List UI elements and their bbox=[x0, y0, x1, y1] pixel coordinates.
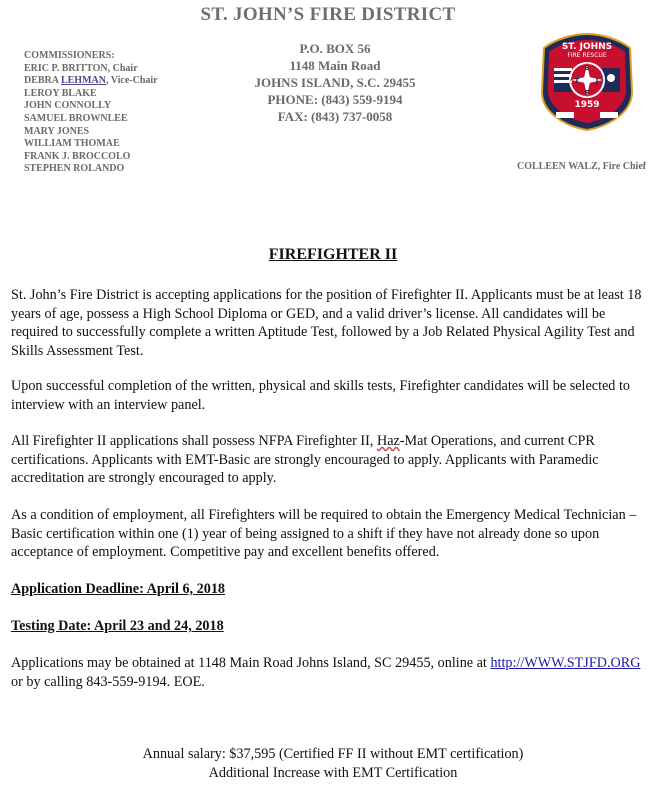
commissioners-heading: COMMISSIONERS: bbox=[24, 50, 115, 61]
commissioner: JOHN CONNOLLY bbox=[24, 100, 112, 112]
application-text-a: Applications may be obtained at 1148 Main Road Johns Island, SC 29455, online at bbox=[11, 655, 491, 671]
phone-number: PHONE: (843) 559-9194 bbox=[267, 92, 403, 107]
logo-letter-left: T bbox=[574, 77, 580, 85]
commissioner-chair: ERIC P. BRITTON, Chair bbox=[24, 62, 138, 74]
commissioner: WILLIAM THOMAE bbox=[24, 138, 120, 150]
city-state-zip: JOHNS ISLAND, S.C. 29455 bbox=[254, 75, 416, 90]
annual-salary: Annual salary: $37,595 (Certified FF II without EMT certification) bbox=[142, 746, 524, 762]
certification-text-a: All Firefighter II applications shall possess NFPA Firefighter II, bbox=[11, 433, 377, 449]
fire-rescue-patch-logo bbox=[540, 32, 634, 132]
application-text-b: or by calling 843-559-9194. EOE. bbox=[11, 673, 205, 690]
application-info bbox=[11, 654, 653, 691]
job-title: FIREFIGHTER II bbox=[268, 246, 398, 263]
spellcheck-word: Haz bbox=[376, 433, 400, 449]
commissioner: MARY JONES bbox=[24, 125, 90, 137]
commissioner: LEROY BLAKE bbox=[24, 87, 97, 99]
application-deadline: Application Deadline: April 6, 2018 bbox=[11, 581, 226, 597]
address-block bbox=[210, 40, 460, 125]
testing-date: Testing Date: April 23 and 24, 2018 bbox=[11, 618, 224, 634]
logo-sub-text: FIRE RESCUE bbox=[567, 52, 607, 59]
fire-chief: COLLEEN WALZ, Fire Chief bbox=[517, 161, 647, 172]
commissioner-vice-chair bbox=[24, 75, 158, 88]
district-name: ST. JOHN’S FIRE DISTRICT bbox=[200, 4, 456, 25]
logo-letter-top: S bbox=[584, 64, 590, 72]
salary-block bbox=[0, 745, 656, 782]
street-address: 1148 Main Road bbox=[289, 58, 381, 73]
intro-paragraph: St. John’s Fire District is accepting applications for the position of Firefighter II. Applicants must be at least 18 years of age, possess a High School Diploma or GED, and a valid driver’s license. All candidates will be required to successfully complete a written Aptitude Test, followed by a Job Related Physical Agility Test and Skills Assessment Test. bbox=[11, 287, 642, 359]
logo-year: 1959 bbox=[574, 100, 600, 110]
commissioner: SAMUEL BROWNLEE bbox=[24, 112, 128, 124]
logo-letter-right: J bbox=[595, 77, 599, 85]
employment-paragraph: As a condition of employment, all Firefighters will be required to obtain the Emergency Medical Technician – Basic certification within one (1) year of being assigned to a shift if they have not already done so upon acceptance of employment. Competitive pay and excellent benefits offered. bbox=[11, 507, 637, 560]
po-box: P.O. BOX 56 bbox=[299, 41, 371, 56]
commissioner: FRANK J. BROCCOLO bbox=[24, 150, 131, 162]
testing-paragraph: Upon successful completion of the written, physical and skills tests, Firefighter candidates will be selected to interview with an interview panel. bbox=[11, 378, 630, 413]
certification-text-b: -Mat Operations, and current CPR certifications. Applicants with EMT-Basic are strongly encouraged to apply. Applicants with Paramedic accreditation are strongly encouraged to apply. bbox=[11, 433, 599, 486]
certification-paragraph bbox=[11, 432, 653, 488]
logo-top-text: ST. JOHNS bbox=[561, 42, 613, 52]
fax-number: FAX: (843) 737-0058 bbox=[277, 109, 393, 124]
logo-letter-bottom: F bbox=[584, 89, 590, 97]
emt-increase: Additional Increase with EMT Certification bbox=[208, 764, 458, 781]
commissioner: STEPHEN ROLANDO bbox=[24, 163, 125, 175]
commissioner-vice-chair-name: DEBRA LEHMAN, Vice-Chair bbox=[24, 75, 158, 87]
website-link[interactable]: http://WWW.STJFD.ORG bbox=[490, 655, 641, 671]
commissioners-list bbox=[24, 50, 158, 176]
